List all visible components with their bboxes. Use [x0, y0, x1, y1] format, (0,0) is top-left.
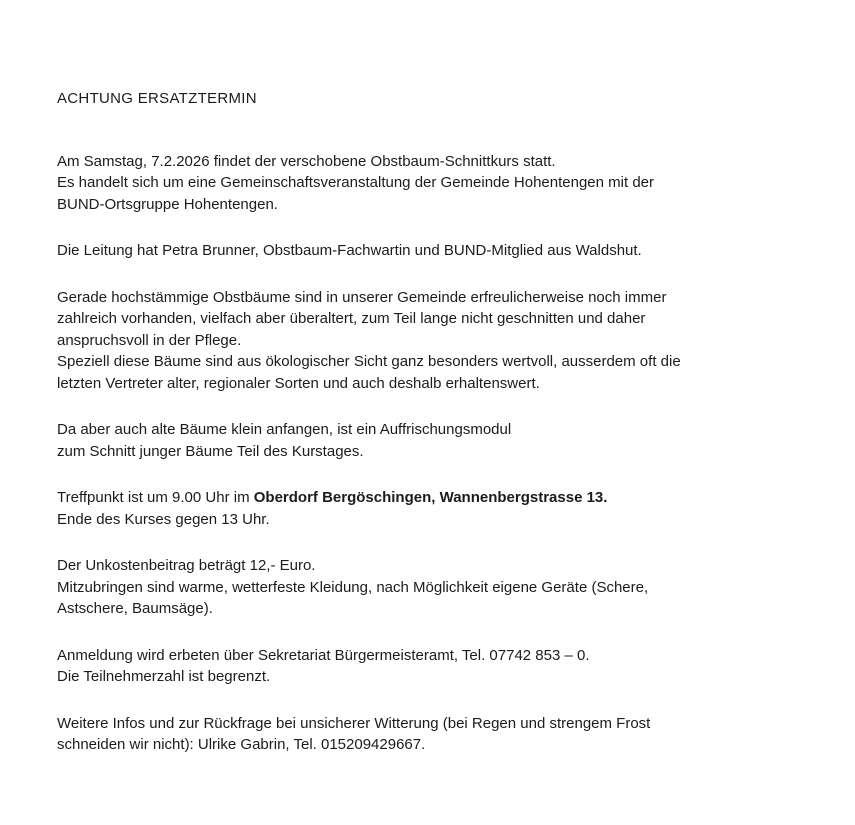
text-line: anspruchsvoll in der Pflege. [57, 331, 242, 349]
text-line: Anmeldung wird erbeten über Sekretariat Bürgermeisteramt, Tel. 07742 853 – 0. [57, 646, 590, 664]
text-line: Mitzubringen sind warme, wetterfeste Kleidung, nach Möglichkeit eigene Geräte (Schere, [57, 578, 649, 596]
text-line: Die Leitung hat Petra Brunner, Obstbaum-Fachwartin und BUND-Mitglied aus Waldshut. [57, 242, 642, 259]
paragraph-course-date [57, 151, 755, 216]
text-line: Speziell diese Bäume sind aus ökologischer Sicht ganz besonders wertvoll, ausserdem oft die [57, 353, 681, 370]
text-line: zahlreich vorhanden, vielfach aber überaltert, zum Teil lange nicht geschnitten und daher [57, 310, 646, 327]
paragraph-weather-contact [57, 713, 755, 756]
paragraph-refresher-module [57, 419, 755, 462]
paragraph-course-leader [57, 240, 755, 262]
paragraph-meeting-point [57, 487, 755, 530]
text-line: schneiden wir nicht): Ulrike Gabrin, Tel. 015209429667. [57, 736, 426, 753]
text-line: Da aber auch alte Bäume klein anfangen, ist ein Auffrischungsmodul [57, 421, 512, 438]
text-line: BUND-Ortsgruppe Hohentengen. [57, 195, 278, 213]
paragraph-tree-background [57, 287, 755, 395]
text-line: Astschere, Baumsäge). [57, 600, 213, 617]
text-line: Weitere Infos und zur Rückfrage bei unsicherer Witterung (bei Regen und strengem Frost [57, 714, 651, 732]
meeting-point-address: Oberdorf Bergöschingen, Wannenbergstrasse 13. [253, 489, 608, 506]
meeting-point-prefix: Treffpunkt ist um 9.00 Uhr im [57, 489, 254, 506]
text-line: letzten Vertreter alter, regionaler Sorten und auch deshalb erhaltenswert. [57, 374, 540, 392]
text-line: Die Teilnehmerzahl ist begrenzt. [57, 668, 271, 685]
text-line: Am Samstag, 7.2.2026 findet der verschobene Obstbaum-Schnittkurs statt. [57, 152, 556, 170]
meeting-point-line [57, 487, 755, 509]
text-line: Gerade hochstämmige Obstbäume sind in unserer Gemeinde erfreulicherweise noch immer [57, 288, 667, 306]
paragraph-registration [57, 645, 755, 688]
text-line: Es handelt sich um eine Gemeinschaftsveranstaltung der Gemeinde Hohentengen mit der [57, 174, 655, 191]
paragraph-fee-equipment [57, 555, 755, 620]
document-title: ACHTUNG ERSATZTERMIN [57, 90, 257, 107]
text-line: zum Schnitt junger Bäume Teil des Kurstages. [57, 442, 364, 460]
text-line: Ende des Kurses gegen 13 Uhr. [57, 510, 270, 528]
text-line: Der Unkostenbeitrag beträgt 12,- Euro. [57, 557, 316, 574]
